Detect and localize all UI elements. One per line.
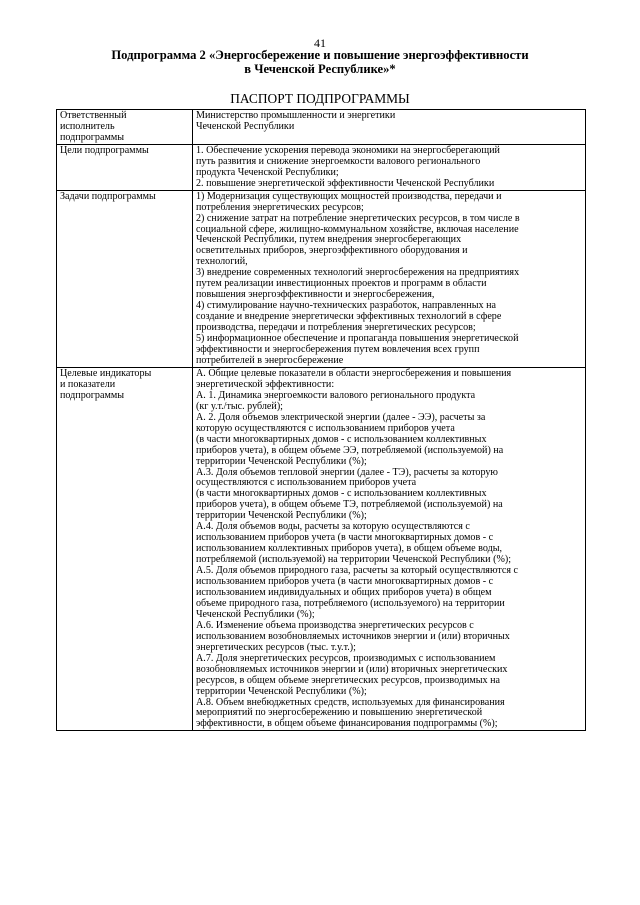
row-content — [193, 190, 586, 367]
row-content-line: производства, передачи и потребления энергетических ресурсов; — [196, 322, 476, 334]
row-content-line: Министерство промышленности и энергетики — [196, 110, 396, 121]
passport-row — [57, 144, 586, 190]
row-content-line: технологий, — [196, 256, 248, 268]
row-content-line: территории Чеченской Республики (%); — [196, 510, 367, 522]
row-content-line: Чеченской Республики (%); — [196, 608, 315, 620]
row-content-line: А.6. Изменение объема производства энергетических ресурсов с — [196, 619, 474, 631]
row-label — [57, 190, 193, 367]
row-content-line: А. Общие целевые показатели в области энергосбережения и повышения — [196, 367, 512, 379]
row-content-line: использованием индивидуальных и общих приборов учета) в общем — [196, 586, 492, 598]
document-title — [40, 49, 600, 76]
row-content-line: энергетических ресурсов (тыс. т.у.т.); — [196, 641, 356, 653]
row-content-line: (в части многоквартирных домов - с использованием коллективных — [196, 488, 487, 500]
row-content-line: 2. повышение энергетической эффективности Чеченской Республики — [196, 177, 495, 189]
row-label-line: Ответственный — [60, 110, 127, 121]
row-content-line: (в части многоквартирных домов - с использованием коллективных — [196, 433, 487, 445]
row-content-line: создание и внедрение энергетически эффективных технологий в сфере — [196, 311, 502, 323]
row-content-line: возобновляемых источников энергии и (или) вторичных энергетических — [196, 663, 508, 675]
row-content — [193, 144, 586, 190]
row-content-line: эффективности, в общем объеме финансирования подпрограммы (%); — [196, 718, 498, 730]
row-content-line: объеме природного газа, потребляемого (используемого) на территории — [196, 597, 505, 609]
row-content-line: 5) информационное обеспечение и пропаганда повышения энергетической — [196, 333, 519, 345]
row-content-line: 1) Модернизация существующих мощностей производства, передачи и — [196, 190, 502, 202]
row-content — [193, 367, 586, 730]
row-content-line: энергетической эффективности: — [196, 378, 335, 390]
row-content-line: Чеченской Республики, путем внедрения энергосберегающих — [196, 234, 462, 246]
row-content-line: Чеченской Республики — [196, 120, 295, 132]
row-content-line: территории Чеченской Республики (%); — [196, 685, 367, 697]
row-content-line: А.7. Доля энергетических ресурсов, производимых с использованием — [196, 652, 496, 664]
row-content-line: приборов учета), в общем объеме ТЭ, потребляемой (используемой) на — [196, 499, 503, 511]
page-number: 41 — [314, 36, 326, 50]
passport-row — [57, 367, 586, 730]
row-content-line: путь развития и снижение энергоемкости валового регионального — [196, 155, 481, 167]
row-content-line: А. 1. Динамика энергоемкости валового регионального продукта — [196, 389, 476, 401]
row-content-line: использованием возобновляемых источников энергии и (или) вторичных — [196, 630, 510, 642]
row-label — [57, 110, 193, 145]
row-label-line: подпрограммы — [60, 389, 125, 401]
row-content-line: ресурсов, в общем объеме энергетических ресурсов, производимых на — [196, 674, 500, 686]
row-content-line: приборов учета), в общем объеме ЭЭ, потребляемой (используемой) на — [196, 444, 504, 456]
row-content-line: социальной сфере, жилищно-коммунальном хозяйстве, включая население — [196, 223, 519, 235]
row-content-line: (кг у.т./тыс. рублей); — [196, 400, 283, 412]
document-title-line: Подпрограмма 2 «Энергосбережение и повышение энергоэффективности — [111, 48, 529, 62]
row-content-line: продукта Чеченской Республики; — [196, 166, 339, 178]
row-content-line: которую осуществляются с использованием приборов учета — [196, 422, 455, 434]
row-label-line: подпрограммы — [60, 131, 125, 143]
row-content-line: осветительных приборов, энергоэффективного оборудования и — [196, 245, 468, 257]
row-label-line: Целевые индикаторы — [60, 367, 152, 379]
row-content-line: повышения энергоэффективности и энергосбережения, — [196, 289, 435, 301]
row-content-line: А.5. Доля объемов природного газа, расчеты за который осуществляются с — [196, 565, 519, 577]
row-label-line: исполнитель — [60, 120, 115, 132]
row-content-line: потребляемой (используемой) на территории Чеченской Республики (%); — [196, 554, 512, 566]
passport-heading: ПАСПОРТ ПОДПРОГРАММЫ — [230, 91, 410, 106]
row-label-line: Задачи подпрограммы — [60, 190, 156, 202]
row-label-line: и показатели — [60, 378, 116, 390]
row-content-line: А.4. Доля объемов воды, расчеты за которую осуществляются с — [196, 521, 470, 533]
row-content-line: эффективности и энергосбережения путем вовлечения всех групп — [196, 344, 480, 356]
row-content-line: использованием приборов учета (в части многоквартирных домов - с — [196, 576, 494, 588]
row-label — [57, 367, 193, 730]
row-content-line: использованием коллективных приборов учета), в общем объеме воды, — [196, 543, 503, 555]
row-content-line: А.8. Объем внебюджетных средств, используемых для финансирования — [196, 696, 505, 708]
row-content-line: А.3. Доля объемов тепловой энергии (далее - ТЭ), расчеты за которую — [196, 466, 498, 478]
row-content-line: потребителей в энергосбережение — [196, 354, 344, 366]
row-content-line: территории Чеченской Республики (%); — [196, 455, 367, 467]
passport-row — [57, 110, 586, 145]
passport-table — [56, 109, 586, 731]
row-content-line: путем реализации инвестиционных проектов и программ в области — [196, 278, 487, 290]
row-content-line: использованием приборов учета (в части многоквартирных домов - с — [196, 532, 494, 544]
row-content-line: потребления энергетических ресурсов; — [196, 201, 364, 213]
row-content-line: 1. Обеспечение ускорения перевода экономики на энергосберегающий — [196, 144, 500, 156]
passport-row — [57, 190, 586, 367]
row-content — [193, 110, 586, 145]
row-label-line: Цели подпрограммы — [60, 144, 149, 156]
row-content-line: А. 2. Доля объемов электрической энергии (далее - ЭЭ), расчеты за — [196, 411, 486, 423]
row-content-line: осуществляются с использованием приборов учета — [196, 477, 417, 489]
row-content-line: 4) стимулирование научно-технических разработок, направленных на — [196, 300, 496, 312]
row-content-line: 3) внедрение современных технологий энергосбережения на предприятиях — [196, 267, 520, 279]
row-content-line: 2) снижение затрат на потребление энергетических ресурсов, в том числе в — [196, 212, 520, 224]
row-content-line: мероприятий по энергосбережению и повышению энергетической — [196, 707, 483, 719]
row-label — [57, 144, 193, 190]
document-title-line: в Чеченской Республике»* — [244, 61, 396, 76]
